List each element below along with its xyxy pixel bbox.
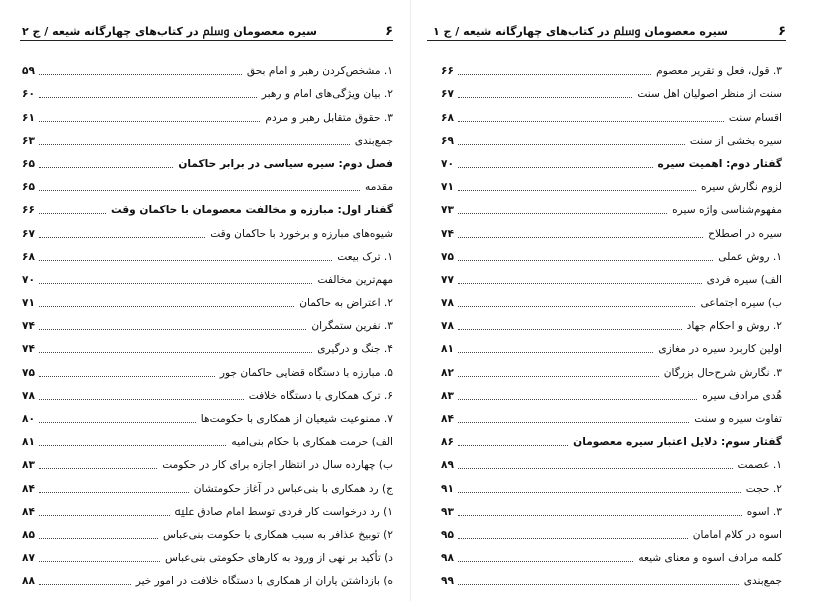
left-page-header [22,22,393,40]
toc-entry-title: ۳. اسوه [746,505,782,518]
toc-dot-leader [458,213,667,214]
toc-entry [22,78,393,101]
left-page-number: ۶ [385,23,393,39]
toc-entry-page-number: ۹۸ [441,552,454,565]
toc-entry-page-number: ۹۵ [441,528,454,541]
toc-dot-leader [39,260,332,261]
right-page [411,0,822,601]
toc-entry-page-number: ۶۱ [22,111,35,124]
toc-entry [22,264,393,287]
toc-entry [22,565,393,588]
toc-entry [22,310,393,333]
toc-entry [441,449,782,472]
toc-entry-title: ج) رد همکاری با بنی‌عباس در آغاز حکومتشان [193,482,393,495]
toc-entry-title: گفتار دوم: اهمیت سیره [657,157,782,170]
toc-entry-page-number: ۷۳ [441,204,454,217]
toc-entry-title: ۳. قول، فعل و تقریر معصوم [656,65,782,78]
toc-entry [22,148,393,171]
toc-entry-title: سنت از منظر اصولیان اهل سنت [637,88,782,101]
toc-entry-page-number: ۸۸ [22,575,35,588]
toc-entry-title: ۲. روش و احکام جهاد [686,320,782,333]
toc-entry [22,449,393,472]
toc-entry [22,125,393,148]
right-page-header [433,22,786,40]
toc-entry [22,101,393,124]
toc-dot-leader [458,97,632,98]
toc-entry-title: مقدمه [365,181,393,194]
toc-dot-leader [458,121,724,122]
toc-entry-title: سیره بخشی از سنت [689,134,782,147]
toc-entry-title: ۱. ترک بیعت [337,250,393,263]
toc-entry-page-number: ۷۱ [22,297,35,310]
toc-entry-title: گفتار سوم: دلایل اعتبار سیره معصومان [573,436,782,449]
toc-dot-leader [39,213,106,214]
toc-dot-leader [458,144,685,145]
toc-entry-page-number: ۷۵ [441,250,454,263]
toc-entry [22,403,393,426]
toc-dot-leader [39,468,157,469]
toc-entry-page-number: ۶۳ [22,134,35,147]
toc-entry [22,171,393,194]
toc-entry-title: ۶. ترک همکاری با دستگاه خلافت [248,389,393,402]
toc-entry-page-number: ۶۶ [22,204,35,217]
toc-entry [441,194,782,217]
toc-entry [441,241,782,264]
toc-entry [441,171,782,194]
toc-dot-leader [39,376,215,377]
toc-entry-title: ۱) رد درخواست کار فردی توسط امام صادق ﷷ [174,505,393,518]
toc-dot-leader [458,561,633,562]
toc-dot-leader [39,306,294,307]
toc-entry-page-number: ۷۸ [22,389,35,402]
toc-entry [441,55,782,78]
toc-entry [441,310,782,333]
toc-entry [441,217,782,240]
toc-entry-title: ۱. عصمت [737,459,782,472]
toc-entry-page-number: ۸۹ [441,459,454,472]
toc-entry-page-number: ۸۲ [441,366,454,379]
toc-entry-title: ۲. حجت [745,482,782,495]
toc-entry [441,496,782,519]
toc-entry [441,333,782,356]
toc-entry-page-number: ۷۴ [22,343,35,356]
toc-dot-leader [458,584,739,585]
toc-dot-leader [458,352,653,353]
toc-dot-leader [39,237,205,238]
toc-entry-title: اسوه در کلام امامان [692,528,782,541]
toc-entry [441,101,782,124]
toc-entry [22,472,393,495]
toc-dot-leader [458,376,659,377]
toc-entry-page-number: ۸۶ [441,436,454,449]
toc-dot-leader [458,283,702,284]
toc-entry-page-number: ۸۳ [441,389,454,402]
right-header-rule [427,40,786,41]
toc-entry-title: ۳. نفرین ستمگران [311,320,393,333]
toc-entry [441,125,782,148]
toc-entry [22,241,393,264]
toc-entry [22,380,393,403]
toc-dot-leader [458,399,697,400]
toc-entry-title: شیوه‌های مبارزه و برخورد با حاکمان وقت [210,227,393,240]
toc-entry [22,194,393,217]
toc-dot-leader [39,538,158,539]
toc-entry-page-number: ۸۷ [22,552,35,565]
toc-entry-title: ۲. اعتراض به حاکمان [299,297,393,310]
toc-entry-page-number: ۷۰ [441,157,454,170]
toc-dot-leader [458,237,703,238]
toc-dot-leader [39,584,131,585]
toc-entry-page-number: ۷۴ [22,320,35,333]
toc-entry-title: گفتار اول: مبارزه و مخالفت معصومان با حاکمان وقت [110,204,393,217]
toc-dot-leader [39,515,170,516]
toc-entry-page-number: ۹۱ [441,482,454,495]
toc-entry-title: تفاوت سیره و سنت [694,413,782,425]
toc-dot-leader [39,121,260,122]
toc-dot-leader [458,422,689,423]
toc-entry-page-number: ۸۴ [441,413,454,425]
toc-dot-leader [458,306,696,307]
toc-entry-page-number: ۶۶ [441,65,454,78]
toc-dot-leader [458,260,713,261]
toc-entry-page-number: ۶۵ [22,181,35,194]
toc-entry-page-number: ۶۰ [22,88,35,101]
toc-entry-page-number: ۶۷ [441,88,454,101]
toc-dot-leader [39,97,257,98]
toc-entry-page-number: ۶۸ [441,111,454,124]
toc-entry-page-number: ۵۹ [22,65,35,78]
toc-entry [441,264,782,287]
toc-entry-page-number: ۷۱ [441,181,454,194]
toc-entry-page-number: ۸۰ [22,413,35,425]
toc-dot-leader [39,329,306,330]
toc-entry [441,78,782,101]
toc-entry-title: جمع‌بندی [354,134,393,147]
toc-entry [441,472,782,495]
toc-entry-title: ۲) توبیخ عذافر به سبب همکاری با حکومت بنی‌عباس [163,528,393,541]
left-header-rule [20,40,393,41]
toc-entry [441,148,782,171]
toc-entry-page-number: ۸۵ [22,528,35,541]
toc-entry-title: ه) بازداشتن یاران از همکاری با دستگاه خلافت در امور خیر [135,575,393,588]
toc-entry-page-number: ۸۱ [22,436,35,449]
toc-entry-page-number: ۸۳ [22,459,35,472]
toc-entry [441,287,782,310]
toc-entry-page-number: ۸۴ [22,482,35,495]
toc-dot-leader [39,399,244,400]
toc-entry-title: مهم‌ترین مخالفت [317,273,393,286]
toc-entry-page-number: ۸۴ [22,505,35,518]
toc-entry-title: الف) حرمت همکاری با حکام بنی‌امیه [231,436,393,449]
toc-entry-title: ۴. جنگ و درگیری [317,343,393,356]
toc-dot-leader [458,492,741,493]
toc-entry [22,333,393,356]
toc-entry-title: هُدی مرادف سیره [702,389,782,402]
toc-dot-leader [458,167,653,168]
toc-dot-leader [39,167,173,168]
toc-entry [22,356,393,379]
toc-dot-leader [458,329,682,330]
toc-entry [441,426,782,449]
toc-entry-title: مفهوم‌شناسی واژه سیره [672,204,782,217]
toc-entry [22,542,393,565]
toc-entry [22,217,393,240]
toc-entry-title: سیره در اصطلاح [708,227,782,240]
left-running-title: سیره معصومان ﷸ در کتاب‌های چهارگانه شیعه / ج ۲ [22,24,317,38]
toc-entry [441,519,782,542]
toc-entry-title: ۳. حقوق متقابل رهبر و مردم [265,111,393,124]
toc-entry-title: ۷. ممنوعیت شیعیان از همکاری با حکومت‌ها [200,413,393,425]
right-toc-list [441,55,782,588]
toc-entry-page-number: ۶۷ [22,227,35,240]
toc-dot-leader [458,515,742,516]
right-running-title: سیره معصومان ﷸ در کتاب‌های چهارگانه شیعه / ج ۱ [433,24,728,38]
toc-entry-page-number: ۶۵ [22,157,35,170]
right-page-number: ۶ [778,23,786,39]
toc-entry-title: ب) چهارده سال در انتظار اجازه برای کار در حکومت [162,459,393,472]
toc-entry-page-number: ۷۸ [441,320,454,333]
toc-entry-page-number: ۷۰ [22,273,35,286]
toc-entry [441,403,782,426]
toc-entry [441,356,782,379]
toc-dot-leader [39,422,196,423]
toc-dot-leader [39,190,360,191]
toc-entry-page-number: ۶۹ [441,134,454,147]
toc-dot-leader [39,492,189,493]
toc-entry-title: ۱. روش عملی [718,250,782,263]
toc-dot-leader [39,74,242,75]
toc-entry-title: ۳. نگارش شرح‌حال بزرگان [663,366,782,379]
toc-dot-leader [458,538,688,539]
toc-dot-leader [458,190,696,191]
toc-entry-page-number: ۸۱ [441,343,454,356]
toc-entry-title: الف) سیره فردی [706,273,782,286]
toc-entry-title: کلمه مرادف اسوه و معنای شیعه [638,552,782,565]
toc-entry [22,496,393,519]
toc-entry-title: اولین کاربرد سیره در مغازی [658,343,782,356]
toc-entry-page-number: ۹۳ [441,505,454,518]
toc-entry [22,519,393,542]
toc-dot-leader [39,144,350,145]
toc-dot-leader [39,561,160,562]
toc-entry-page-number: ۷۴ [441,227,454,240]
toc-entry-page-number: ۹۹ [441,575,454,588]
toc-entry-title: جمع‌بندی [743,575,782,588]
toc-entry-page-number: ۷۷ [441,273,454,286]
toc-entry [22,55,393,78]
left-toc-list [22,55,393,588]
toc-entry-title: اقسام سنت [728,111,782,124]
toc-entry-title: فصل دوم: سیره سیاسی در برابر حاکمان [178,157,393,170]
toc-entry-page-number: ۶۸ [22,250,35,263]
toc-entry-title: ب) سیره اجتماعی [700,297,782,310]
toc-entry [441,542,782,565]
toc-entry [441,565,782,588]
toc-dot-leader [458,468,733,469]
toc-dot-leader [39,283,313,284]
toc-entry [441,380,782,403]
toc-entry-title: د) تأکید بر نهی از ورود به کارهای حکومتی بنی‌عباس [164,552,393,565]
toc-entry [22,426,393,449]
toc-entry-page-number: ۷۵ [22,366,35,379]
toc-entry-title: ۲. بیان ویژگی‌های امام و رهبر [261,88,393,101]
toc-entry-title: ۵. مبارزه با دستگاه قضایی حاکمان جور [219,366,393,379]
toc-entry-title: لزوم نگارش سیره [700,181,782,194]
toc-dot-leader [39,445,226,446]
toc-entry [22,287,393,310]
toc-dot-leader [458,74,651,75]
toc-entry-page-number: ۷۸ [441,297,454,310]
toc-dot-leader [39,352,312,353]
toc-entry-title: ۱. مشخص‌کردن رهبر و امام بحق [246,65,393,78]
toc-dot-leader [458,445,568,446]
